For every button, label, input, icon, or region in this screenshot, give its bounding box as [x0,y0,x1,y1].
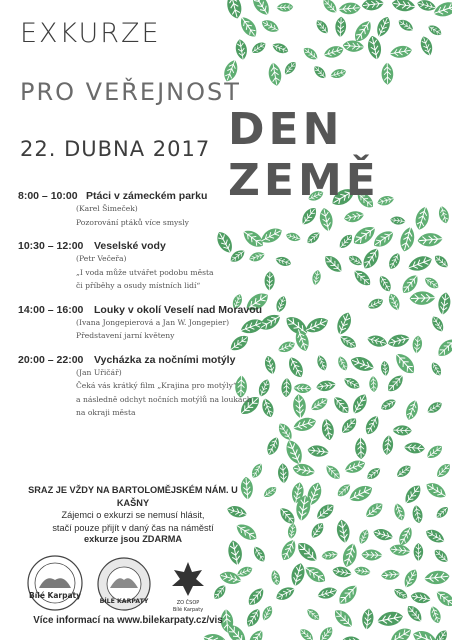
leaf-icon [366,333,388,349]
leaf-icon [369,376,379,393]
leaf-icon [278,537,299,563]
leaf-icon [357,528,371,546]
leaf-icon [347,253,364,267]
leaf-icon [260,17,281,35]
leaf-icon [237,14,260,40]
leaf-icon [376,610,404,628]
leaf-icon [276,3,293,13]
leaf-icon [308,520,326,540]
item-desc: Čeká vás krátký film „Krajina pro motýly“ [76,381,237,390]
leaf-icon [347,482,375,505]
leaf-icon [343,209,365,224]
leaf-icon [309,395,330,414]
leaf-icon [423,275,441,291]
logo1-label: Bílé Karpaty [28,591,82,600]
leaf-icon [396,525,415,548]
leaf-icon [392,502,407,522]
leaf-icon [424,570,451,586]
leaf-icon [267,62,283,87]
leaf-icon [234,38,248,60]
leaf-icon [305,606,322,622]
leaf-icon [392,586,409,601]
leaf-icon [401,482,424,506]
leaf-icon [302,563,328,586]
leaf-icon [361,608,375,630]
leaf-icon [429,360,443,377]
leaf-icon [424,443,444,462]
leaf-icon [354,566,371,577]
leaf-icon [390,216,406,226]
event-name: DEN ZEMĚ [228,104,380,206]
meeting-info [28,484,238,534]
schedule-item [18,303,263,343]
leaf-icon [338,415,359,436]
leaf-icon [317,624,336,640]
leaf-icon [416,0,437,13]
item-time: 14:00 – 16:00 [18,303,84,316]
leaf-icon [435,335,452,359]
leaf-icon [335,482,353,499]
leaf-icon [417,232,443,247]
item-leader: (Karel Šimeček) [76,204,138,213]
item-title: Ptáci v zámeckém parku [86,190,208,202]
leaf-icon [355,437,367,459]
leaf-icon [298,627,316,640]
leaf-icon [322,44,345,61]
leaf-icon [271,41,290,56]
leaf-icon [340,635,360,640]
schedule-item [18,240,258,293]
leaf-icon [434,504,450,520]
leaf-icon [396,17,415,34]
leaf-icon [294,539,321,565]
leaf-icon [388,625,415,640]
leaf-icon [314,501,337,523]
leaf-icon [331,606,356,630]
leaf-icon [334,310,354,337]
leaf-icon [262,484,279,499]
leaf-icon [412,335,423,354]
leaf-icon [320,417,336,441]
csop-logo [160,552,216,616]
leaf-icon [394,463,413,480]
title-pro-verejnost: PRO VEŘEJNOST [20,78,241,106]
leaf-icon [276,421,295,443]
leaf-icon [332,565,353,579]
leaf-icon [349,354,376,374]
leaf-icon [432,628,450,640]
meeting-place: SRAZ JE VŽDY NA BARTOLOMĚJSKÉM NÁM. U KAŠNY [28,485,238,508]
schedule [18,190,263,431]
leaf-icon [312,64,329,81]
bile-karpaty-ic-logo [26,554,84,612]
leaf-icon [249,461,264,479]
leaf-icon [342,40,364,53]
leaf-icon [382,435,395,456]
leaf-icon [386,292,402,312]
item-leader: (Petr Večeřa) [76,254,127,263]
leaf-icon [292,462,316,478]
leaf-icon [392,350,419,378]
item-desc: na okraji města [76,408,136,417]
leaf-icon [281,378,292,398]
logo3-line2: Bílé Karpaty [172,607,204,613]
chko-bile-karpaty-logo [96,556,152,612]
leaf-icon [338,333,359,351]
item-desc: Představení jarní květeny [76,331,175,340]
leaf-icon [406,253,434,274]
item-leader: (Ivana Jongepierová a Jan W. Jongepier) [76,317,230,327]
leaf-icon [374,15,393,39]
leaf-icon [363,413,382,436]
meeting-note: stačí pouze přijít v daný čas na náměstí [52,522,214,533]
leaf-icon [225,0,244,20]
leaf-icon [425,400,444,416]
leaf-icon [409,291,435,305]
leaf-icon [337,232,355,251]
leaf-icon [274,584,297,603]
leaf-icon [380,360,390,376]
leaf-icon [274,255,292,268]
leaf-icon [287,523,298,540]
leaf-icon [392,425,412,436]
leaf-icon [260,397,276,419]
leaf-icon [414,543,423,561]
leaf-icon [263,354,278,375]
leaf-icon [385,372,407,395]
leaf-icon [391,0,416,13]
leaf-icon [366,35,383,61]
leaf-icon [381,62,393,84]
leaf-icon [250,40,268,56]
leaf-icon [240,476,254,500]
leaf-icon [316,379,337,392]
leaf-icon [305,230,322,246]
leaf-icon [404,442,426,455]
leaf-icon [432,0,452,20]
leaf-icon [264,435,281,457]
leaf-icon [424,527,447,546]
schedule-item [18,190,258,229]
leaf-icon [293,383,311,393]
leaf-icon [299,205,320,228]
leaf-icon [277,463,289,484]
leaf-icon [289,562,307,588]
item-desc: či příběhy a osudy místních lidí“ [76,281,201,290]
item-leader: (Jan Uřičář) [76,367,122,377]
leaf-icon [372,527,394,543]
leaf-icon [389,44,413,59]
title-exkurze: EXKURZE [20,18,161,49]
leaf-icon [429,314,446,334]
leaf-icon [366,296,385,311]
leaf-icon [349,392,370,417]
leaf-icon [318,207,335,233]
leaf-icon [260,604,275,622]
leaf-icon [303,314,330,336]
leaf-icon [343,458,367,476]
leaf-icon [437,292,452,316]
leaf-icon [403,398,420,421]
leaf-icon [277,505,298,527]
leaf-icon [331,394,352,416]
leaf-icon [433,588,452,610]
leaf-icon [386,251,402,271]
item-time: 20:00 – 22:00 [18,353,84,366]
leaf-icon [418,35,435,58]
leaf-icon [282,59,298,76]
leaf-icon [315,354,329,372]
leaf-icon [432,547,451,565]
leaf-icon [423,479,448,501]
logo2-label: BÍLÉ KARPATY [99,598,149,605]
leaf-icon [434,461,452,480]
leaf-icon [411,628,439,640]
leaf-icon [389,544,411,557]
leaf-icon [329,67,347,80]
meeting-note: Zájemci o exkurzi se nemusí hlásit, [61,510,205,520]
event-date: 22. DUBNA 2017 [20,137,211,161]
footer-info: Více informací na www.bilekarpaty.cz/vis [33,615,223,626]
leaf-icon [335,582,361,608]
leaf-icon [264,271,275,291]
item-title: Louky v okolí Veselí nad Moravou [94,303,263,316]
leaf-icon [361,0,384,12]
leaf-icon [283,438,306,467]
leaf-icon [292,415,318,434]
leaf-icon [256,378,272,399]
leaf-icon [340,541,360,568]
leaf-icon [342,375,362,391]
leaf-icon [201,631,229,640]
item-title: Vycházka za nočními motýly [94,353,236,366]
item-desc: Pozorování ptáků více smysly [76,217,189,227]
leaf-icon [432,253,450,270]
leaf-icon [335,16,347,37]
leaf-icon [292,394,307,419]
leaf-icon [379,397,398,413]
item-time: 8:00 – 10:00 [18,190,78,202]
leaf-icon [398,225,417,253]
leaf-icon [360,245,383,271]
leaf-icon [401,567,420,590]
leaf-icon [338,2,361,15]
leaf-icon [307,444,330,458]
leaf-icon [351,267,374,289]
leaf-icon [322,252,346,275]
leaf-icon [426,23,443,38]
leaf-icon [413,205,432,231]
leaf-icon [410,591,432,605]
leaf-icon [335,519,351,544]
leaf-icon [404,603,425,625]
leaf-icon [428,605,443,625]
leaf-icon [323,462,342,481]
leaf-icon [316,585,338,601]
leaf-icon [245,585,267,608]
leaf-icon [363,500,386,521]
leaf-icon [377,273,394,293]
leaf-icon [336,355,350,372]
leaf-icon [386,332,411,349]
free-admission: exkurze jsou ZDARMA [83,534,183,544]
leaf-icon [285,231,302,243]
leaf-icon [314,18,331,36]
item-desc: a následně odchyt nočních motýlů na loukách [76,394,252,404]
leaf-icon [381,569,401,581]
leaf-icon [320,0,339,16]
leaf-icon [274,295,288,314]
leaf-icon [246,627,266,640]
logo3-line1: ZO ČSOP [176,600,200,606]
leaf-icon [276,339,296,355]
item-desc: „I voda může utvářet podobu města [76,267,214,277]
item-time: 10:30 – 12:00 [18,240,84,252]
schedule-item [18,354,258,420]
leaf-icon [321,550,339,561]
leaf-icon [411,504,424,524]
leaf-icon [249,0,273,18]
item-title: Veselské vody [94,240,166,252]
leaf-icon [251,544,268,563]
leaf-icon [437,205,451,225]
leaf-icon [301,45,320,62]
leaf-icon [365,465,383,481]
leaf-icon [270,569,282,586]
leaf-icon [285,354,306,380]
leaf-icon [311,269,322,286]
leaf-icon [361,549,382,561]
